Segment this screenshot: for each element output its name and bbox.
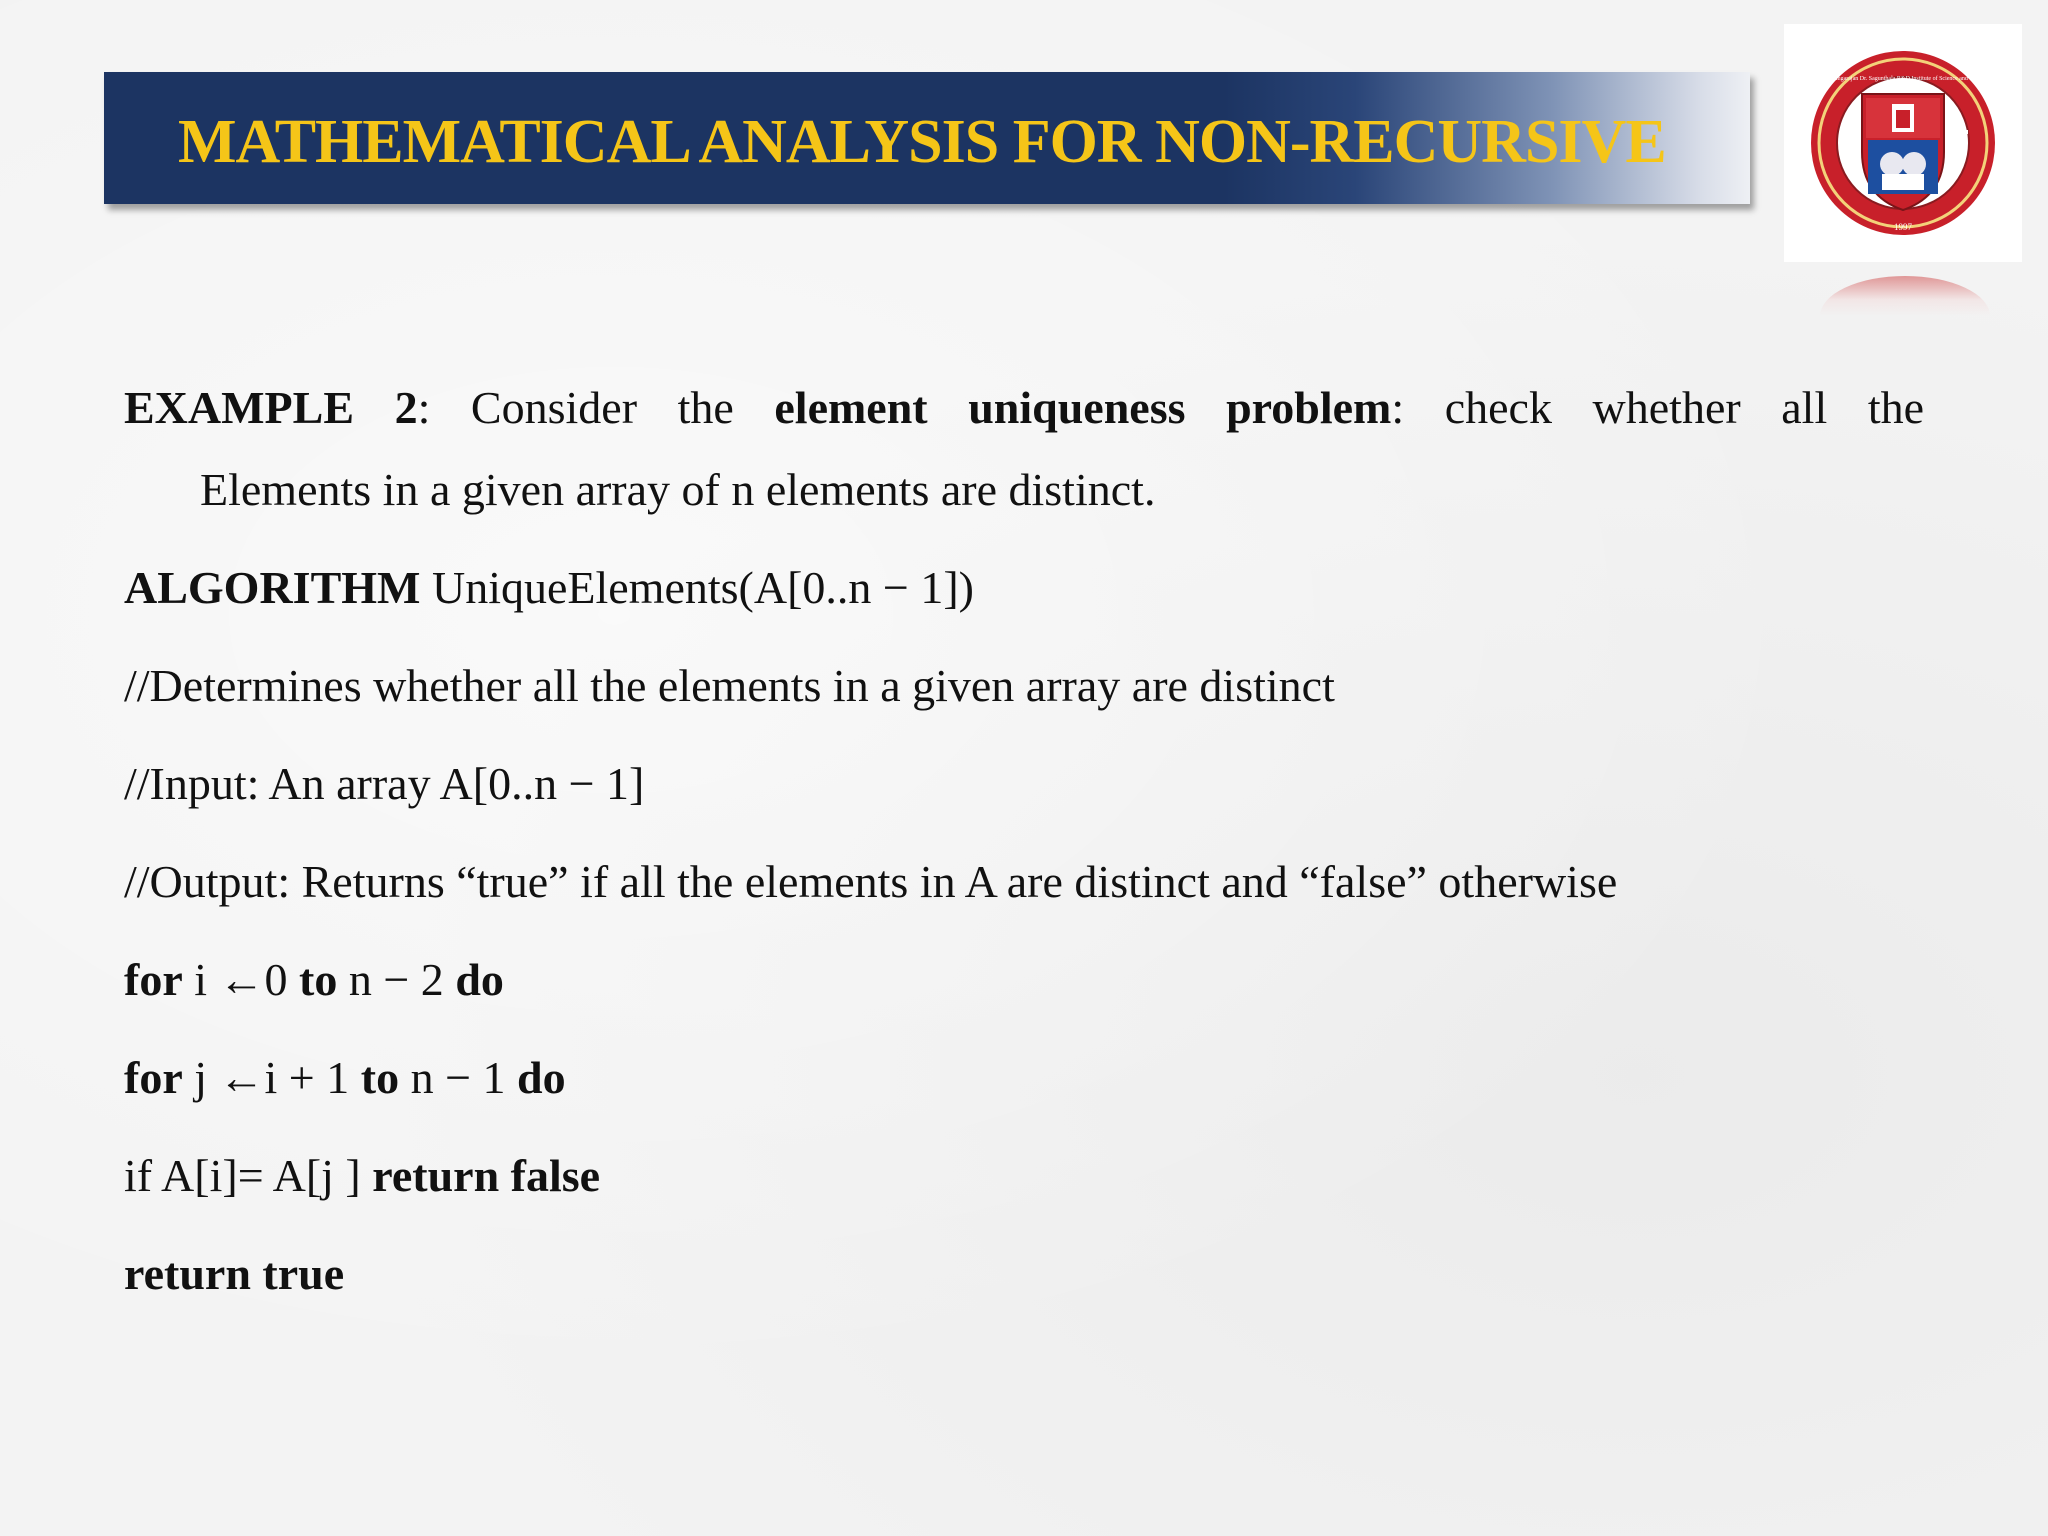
comment-input: //Input: An array A[0..n − 1] [124, 758, 645, 809]
example-intro: : Consider the [417, 382, 775, 433]
algorithm-header [124, 560, 974, 616]
outer-to-keyword: to [299, 954, 338, 1005]
example-continuation: Elements in a given array of n elements are distinct. [200, 464, 1156, 515]
inner-for-keyword: for [124, 1052, 183, 1103]
comment-description: //Determines whether all the elements in a given array are distinct [124, 660, 1335, 711]
return-false-keyword: return false [372, 1150, 601, 1201]
if-line [124, 1148, 600, 1204]
outer-loop-var: i ←0 [182, 954, 300, 1005]
inner-loop-limit: n − 1 [399, 1052, 518, 1103]
outer-for-keyword: for [124, 954, 183, 1005]
title-banner [104, 72, 1750, 204]
example-label: EXAMPLE 2 [124, 382, 418, 433]
logo-text: Vel Tech Rangarajan Dr. Sagunthala R&D Institute of Science and Technology [1808, 76, 1998, 82]
return-true-keyword: return true [124, 1248, 345, 1299]
outer-do-keyword: do [455, 954, 504, 1005]
example-paragraph [124, 380, 1924, 436]
college-seal-icon [1784, 24, 2022, 262]
outer-loop-line [124, 952, 504, 1008]
return-true-line [124, 1246, 344, 1302]
slide-title: MATHEMATICAL ANALYSIS FOR NON-RECURSIVE [178, 108, 1666, 176]
outer-loop-limit: n − 2 [337, 954, 456, 1005]
problem-name: element uniqueness problem [774, 382, 1392, 433]
inner-loop-var: j ←i + 1 [182, 1052, 361, 1103]
algorithm-signature: UniqueElements(A[0..n − 1]) [420, 562, 974, 613]
inner-to-keyword: to [360, 1052, 400, 1103]
algorithm-keyword: ALGORITHM [124, 562, 421, 613]
logo-year: 1997 [1894, 222, 1912, 232]
inner-loop-line [124, 1050, 566, 1106]
example-rest: : check whether all the [1391, 382, 1925, 433]
inner-do-keyword: do [517, 1052, 566, 1103]
comment-output: //Output: Returns “true” if all the elements in A are distinct and “false” otherwise [124, 856, 1618, 907]
if-condition: if A[i]= A[j ] [124, 1150, 373, 1201]
